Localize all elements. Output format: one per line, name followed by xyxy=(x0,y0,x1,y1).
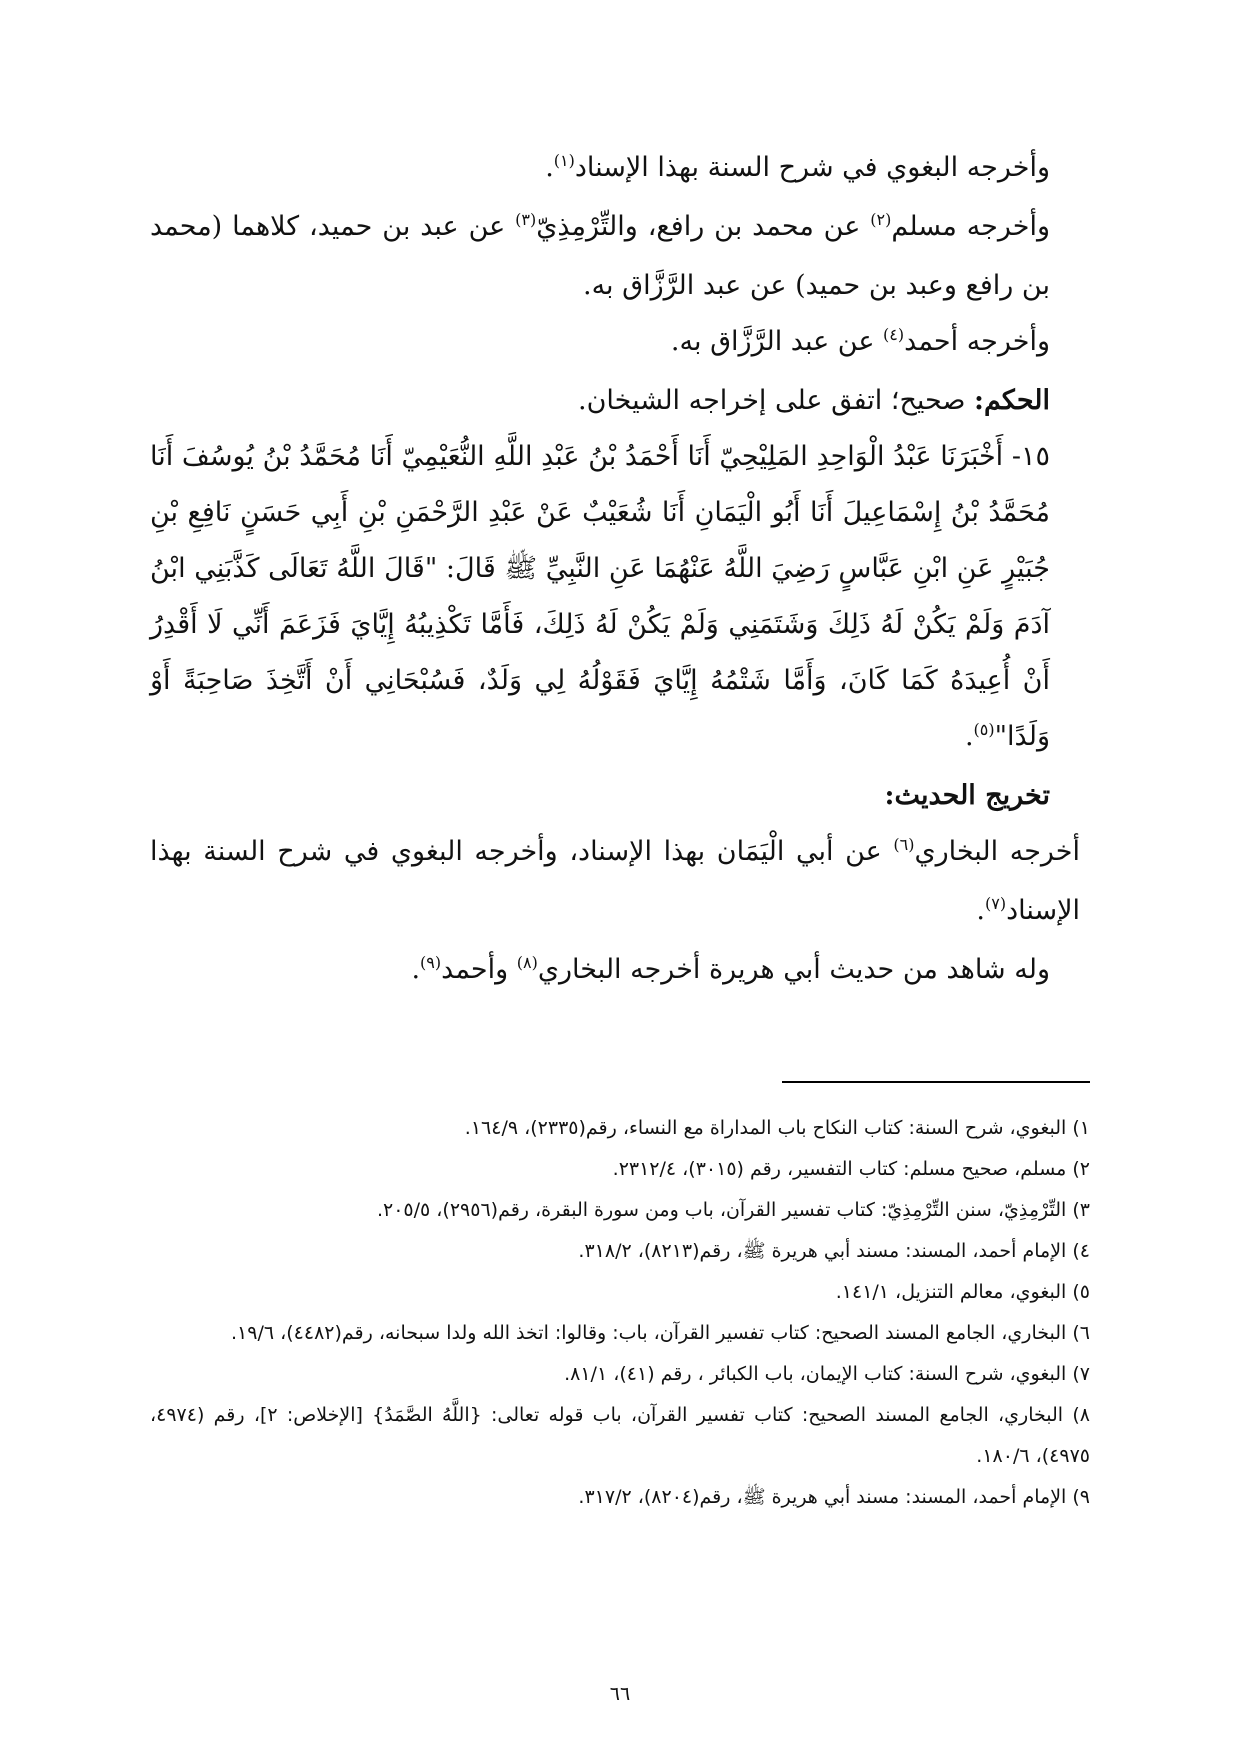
text-run: . xyxy=(545,152,554,183)
footnote-ref-5: (٥) xyxy=(973,720,995,739)
footnotes xyxy=(150,1108,1090,1518)
footnote-ref-6: (٦) xyxy=(893,835,915,854)
ruling-text: صحيح؛ اتفق على إخراجه الشيخان. xyxy=(578,385,974,416)
footnote-5: ٥) البغوي، معالم التنزيل، ١٤١/١. xyxy=(835,1281,1090,1303)
text-run: وأخرجه البغوي في شرح السنة بهذا الإسناد xyxy=(574,152,1050,183)
footnote-ref-2: (٢) xyxy=(870,210,892,229)
footnote-ref-7: (٧) xyxy=(984,894,1007,913)
text-run: وأخرجه مسلم xyxy=(891,211,1050,242)
text-run: عن عبد بن حميد، كلاهما (محمد بن رافع وعبد بن حميد) عن عبد الرَّزَّاق به. xyxy=(150,211,1050,301)
text-run: وأحمد xyxy=(441,954,517,985)
paragraph-6 xyxy=(150,824,1090,942)
text-run: . xyxy=(411,954,421,985)
footnote-ref-9: (٩) xyxy=(420,953,442,972)
paragraph-2 xyxy=(150,199,1090,314)
footnote-ref-4: (٤) xyxy=(883,325,905,344)
ruling-paragraph xyxy=(150,373,1090,429)
footnote-ref-1: (١) xyxy=(553,151,575,170)
hadith-paragraph xyxy=(150,429,1090,768)
footnote-1: ١) البغوي، شرح السنة: كتاب النكاح باب المداراة مع النساء، رقم(٢٣٣٥)، ١٦٤/٩. xyxy=(464,1117,1090,1139)
text-run: وله شاهد من حديث أبي هريرة أخرجه البخاري xyxy=(537,954,1050,985)
main-text xyxy=(150,140,1090,1001)
footnote-9: ٩) الإمام أحمد، المسند: مسند أبي هريرة ﷺ، رقم(٨٢٠٤)، ٣١٧/٢. xyxy=(578,1486,1090,1508)
footnote-2: ٢) مسلم، صحيح مسلم: كتاب التفسير، رقم (٣٠١٥)، ٢٣١٢/٤. xyxy=(612,1158,1090,1180)
footnote-ref-3: (٣) xyxy=(515,210,537,229)
ruling-label: الحكم: xyxy=(973,385,1050,416)
text-run: عن عبد الرَّزَّاق به. xyxy=(670,326,884,357)
page-number: ٦٦ xyxy=(609,1683,631,1705)
footnote-6: ٦) البخاري، الجامع المسند الصحيح: كتاب تفسير القرآن، باب: وقالوا: اتخذ الله ولدا سبحانه، رقم(٤٤٨٢)، ١٩/٦. xyxy=(231,1322,1090,1344)
footnote-8: ٨) البخاري، الجامع المسند الصحيح: كتاب تفسير القرآن، باب قوله تعالى: {اللَّهُ الصَّمَدُ} [الإخلاص: ٢]، رقم (٤٩٧٤، ٤٩٧٥)، ١٨٠/٦. xyxy=(150,1404,1090,1467)
footnote-ref-8: (٨) xyxy=(516,953,538,972)
hadith-text: أَخْبَرَنَا عَبْدُ الْوَاحِدِ المَلِيْحِيّ أَنَا أَحْمَدُ بْنُ عَبْدِ اللَّهِ النُّعَيْمِيّ أَنَا مُحَمَّدُ بْنُ يُوسُفَ أَنَا مُحَمَّدُ بْنُ إِسْمَاعِيلَ أَنَا أَبُو الْيَمَانِ أَنَا شُعَيْبٌ عَنْ عَبْدِ الرَّحْمَنِ بْنِ أَبِي حَسَنٍ نَافِعِ بْنِ جُبَيْرٍ عَنِ ابْنِ عَبَّاسٍ رَضِيَ اللَّهُ عَنْهُمَا عَنِ النَّبِيِّ ﷺ قَالَ: "قَالَ اللَّهُ تَعَالَى كَذَّبَنِي ابْنُ آدَمَ وَلَمْ يَكُنْ لَهُ ذَلِكَ وَشَتَمَنِي وَلَمْ يَكُنْ لَهُ ذَلِكَ، فَأَمَّا تَكْذِيبُهُ إِيَّايَ فَزَعَمَ أَنِّي لَا أَقْدِرُ أَنْ أُعِيدَهُ كَمَا كَانَ، وَأَمَّا شَتْمُهُ إِيَّايَ فَقَوْلُهُ لِي وَلَدٌ، فَسُبْحَانِي أَنْ أَتَّخِذَ صَاحِبَةً أَوْ وَلَدًا" xyxy=(150,441,1050,752)
text-run: . xyxy=(976,895,985,926)
paragraph-3 xyxy=(150,314,1090,373)
paragraph-1 xyxy=(150,140,1090,199)
section-heading: تخريج الحديث: xyxy=(884,780,1050,811)
text-run: وأخرجه أحمد xyxy=(904,326,1050,357)
text-run: . xyxy=(964,721,974,752)
footnote-4: ٤) الإمام أحمد، المسند: مسند أبي هريرة ﷺ، رقم(٨٢١٣)، ٣١٨/٢. xyxy=(578,1240,1090,1262)
footnote-separator xyxy=(782,1081,1090,1083)
text-run: عن محمد بن رافع، والتِّرْمِذِيّ xyxy=(536,211,871,242)
text-run: عن أبي الْيَمَان بهذا الإسناد، وأخرجه البغوي في شرح السنة بهذا الإسناد xyxy=(150,836,1080,926)
footnote-7: ٧) البغوي، شرح السنة: كتاب الإيمان، باب الكبائر ، رقم (٤١)، ٨١/١. xyxy=(564,1363,1090,1385)
text-run: أخرجه البخاري xyxy=(914,836,1080,867)
footnote-3: ٣) التِّرْمِذِيّ، سنن التِّرْمِذِيّ: كتاب تفسير القرآن، باب ومن سورة البقرة، رقم(٢٩٥٦)، ٢٠٥/٥. xyxy=(376,1199,1090,1221)
paragraph-7 xyxy=(150,942,1090,1001)
hadith-number: ١٥- xyxy=(1003,441,1050,472)
